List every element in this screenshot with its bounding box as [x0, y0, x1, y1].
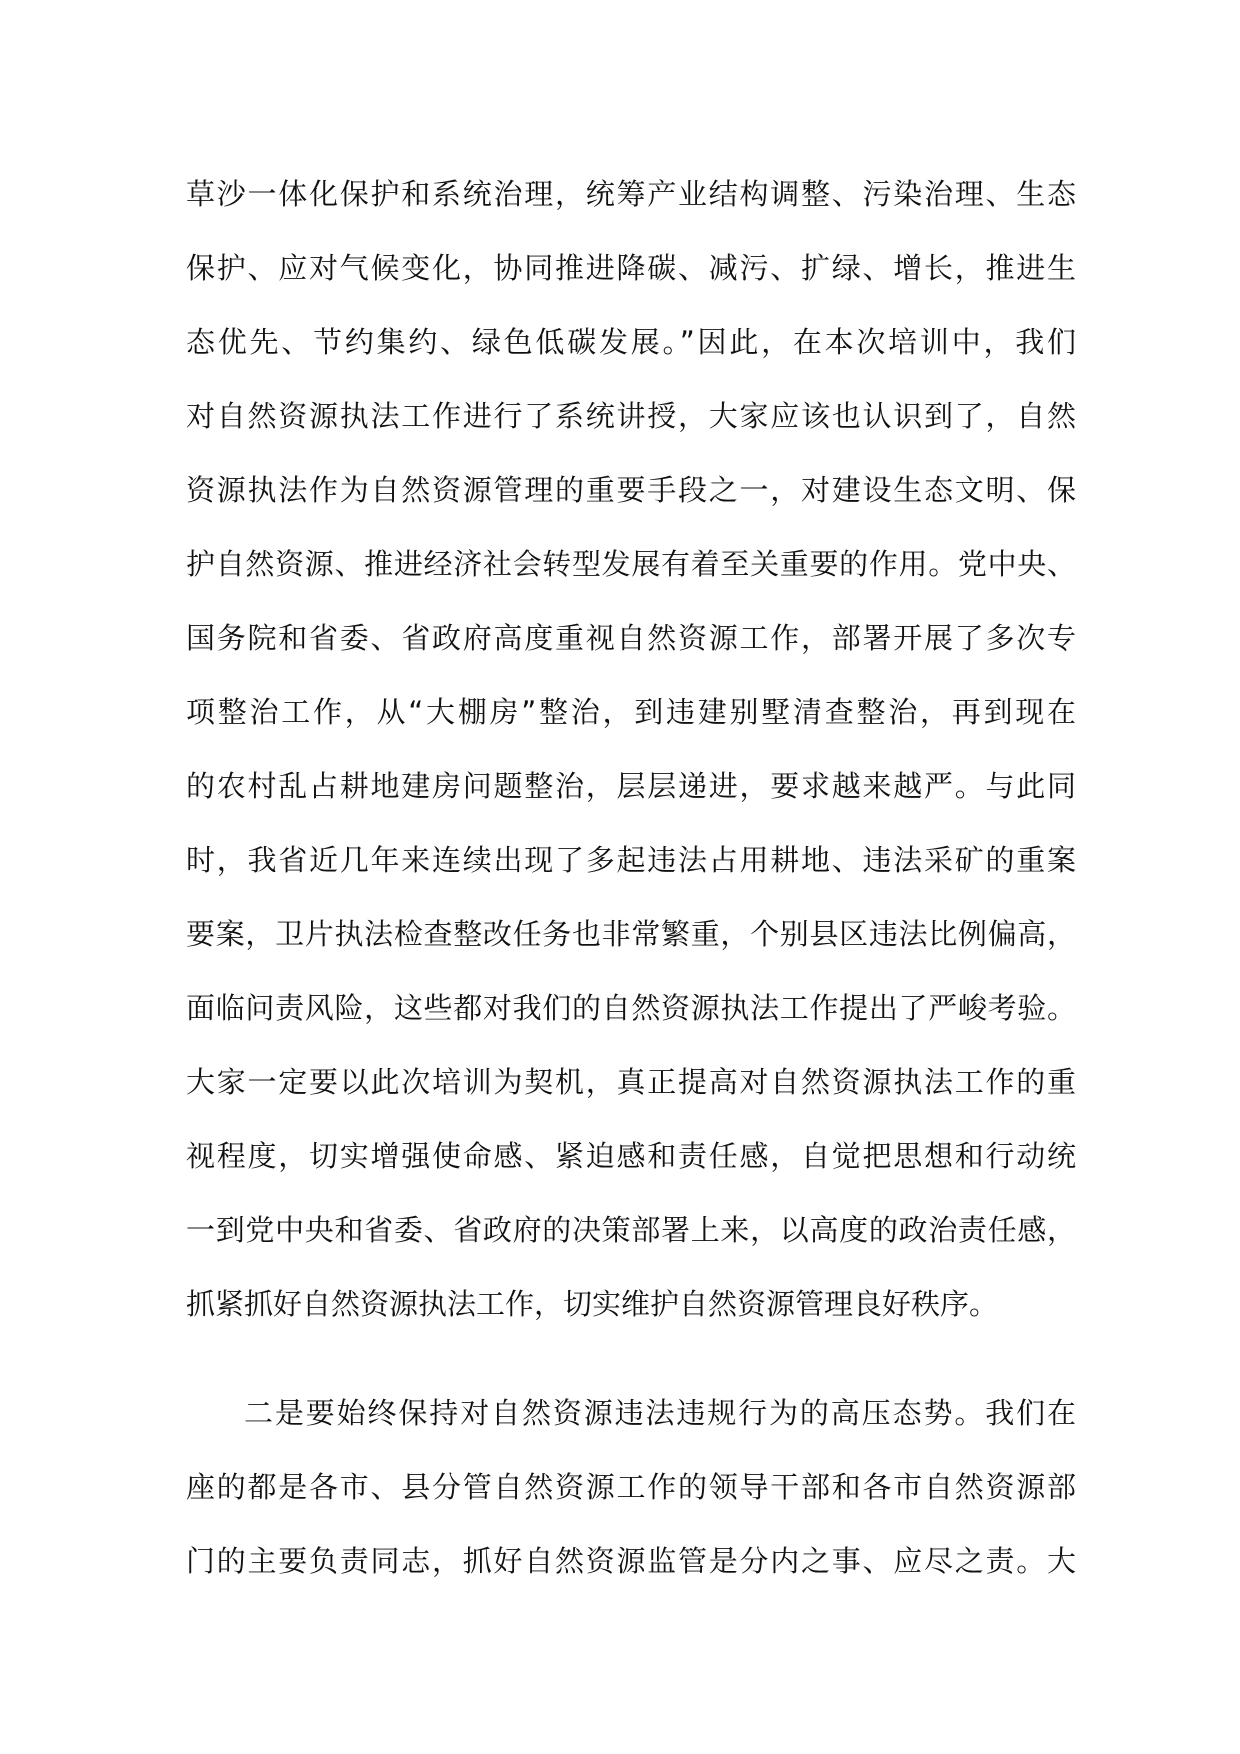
text-line: 态优先、节约集约、绿色低碳发展。”因此，在本次培训中，我们: [186, 325, 1076, 359]
text-line: 视程度，切实增强使命感、紧迫感和责任感，自觉把思想和行动统: [186, 1139, 1076, 1173]
paragraph-2: [186, 1376, 1076, 1598]
text-line: 要案，卫片执法检查整改任务也非常繁重，个别县区违法比例偏高，: [186, 917, 1076, 951]
text-line: 草沙一体化保护和系统治理，统筹产业结构调整、污染治理、生态: [186, 177, 1076, 211]
text-line: 国务院和省委、省政府高度重视自然资源工作，部署开展了多次专: [186, 621, 1076, 655]
text-line: 抓紧抓好自然资源执法工作，切实维护自然资源管理良好秩序。: [186, 1287, 999, 1321]
text-line: 面临问责风险，这些都对我们的自然资源执法工作提出了严峻考验。: [186, 991, 1076, 1025]
text-line: 项整治工作，从“大棚房”整治，到违建别墅清查整治，再到现在: [186, 695, 1076, 729]
text-line: 大家一定要以此次培训为契机，真正提高对自然资源执法工作的重: [186, 1065, 1076, 1099]
text-line: 的农村乱占耕地建房问题整治，层层递进，要求越来越严。与此同: [186, 769, 1076, 803]
text-line: 二是要始终保持对自然资源违法违规行为的高压态势。我们在: [244, 1396, 1076, 1430]
text-line: 一到党中央和省委、省政府的决策部署上来，以高度的政治责任感，: [186, 1213, 1076, 1247]
text-line: 座的都是各市、县分管自然资源工作的领导干部和各市自然资源部: [186, 1470, 1076, 1504]
text-line: 护自然资源、推进经济社会转型发展有着至关重要的作用。党中央、: [186, 547, 1076, 581]
text-line: 保护、应对气候变化，协同推进降碳、减污、扩绿、增长，推进生: [186, 251, 1076, 285]
text-line: 对自然资源执法工作进行了系统讲授，大家应该也认识到了，自然: [186, 399, 1076, 433]
paragraph-1: [186, 157, 1076, 1341]
text-line: 资源执法作为自然资源管理的重要手段之一，对建设生态文明、保: [186, 473, 1076, 507]
text-line: 时，我省近几年来连续出现了多起违法占用耕地、违法采矿的重案: [186, 843, 1076, 877]
text-line: 门的主要负责同志，抓好自然资源监管是分内之事、应尽之责。大: [186, 1544, 1076, 1578]
